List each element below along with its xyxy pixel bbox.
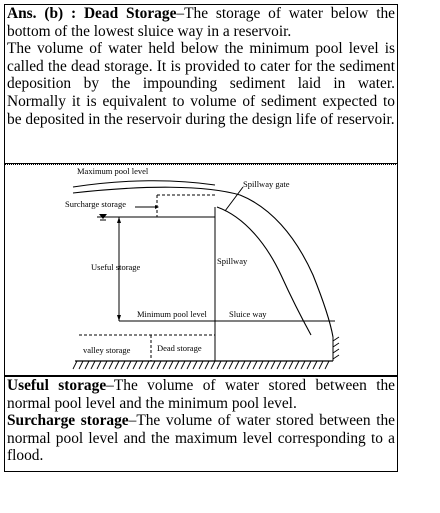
definitions-box <box>4 376 398 472</box>
answer-prefix: Ans. (b) <box>7 5 64 22</box>
label-min-pool: Minimum pool level <box>137 309 207 319</box>
label-surcharge: Surcharge storage <box>65 199 126 209</box>
answer-paragraph: The volume of water held below the minimum pool level is called the dead storage. It is provided to cater for the sediment deposition by the impounding sediment laid in water. Normally it is equivalent to volume of sediment expected to be deposited in the reservoir during the design life of reservoir. <box>7 40 395 128</box>
answer-definition-text: –The storage of water below the bottom of the lowest sluice way in a reservoir. <box>7 5 396 40</box>
label-spillway-gate: Spillway gate <box>243 179 290 189</box>
reservoir-diagram <box>5 165 397 375</box>
reservoir-diagram-box <box>4 164 398 376</box>
gate-pointer <box>225 187 243 211</box>
answer-definition <box>5 5 397 40</box>
answer-box <box>4 4 398 164</box>
useful-arrow-top <box>117 217 121 223</box>
answer-heading: Dead Storage <box>83 5 177 22</box>
surcharge-text: –The volume of water stored between the normal pool level and the maximum level corresponding to a flood. <box>7 412 396 465</box>
useful-definition <box>5 377 397 412</box>
useful-heading: Useful storage <box>7 377 107 394</box>
label-dead: Dead storage <box>157 343 202 353</box>
label-valley: valley storage <box>83 345 131 355</box>
label-spillway: Spillway <box>217 256 248 266</box>
useful-arrow-bottom <box>117 315 121 321</box>
useful-text: –The volume of water stored between the normal pool level and the minimum pool level. <box>7 377 395 412</box>
answer-punct: : <box>63 5 84 22</box>
label-useful: Useful storage <box>91 262 141 272</box>
surcharge-heading: Surcharge storage <box>7 412 129 430</box>
surcharge-definition <box>5 412 397 465</box>
max-pool-curve <box>73 181 215 187</box>
label-sluice: Sluice way <box>229 309 267 319</box>
ground-hatching <box>73 361 329 369</box>
right-bank-hatching <box>333 337 339 359</box>
label-max-pool: Maximum pool level <box>77 166 149 176</box>
